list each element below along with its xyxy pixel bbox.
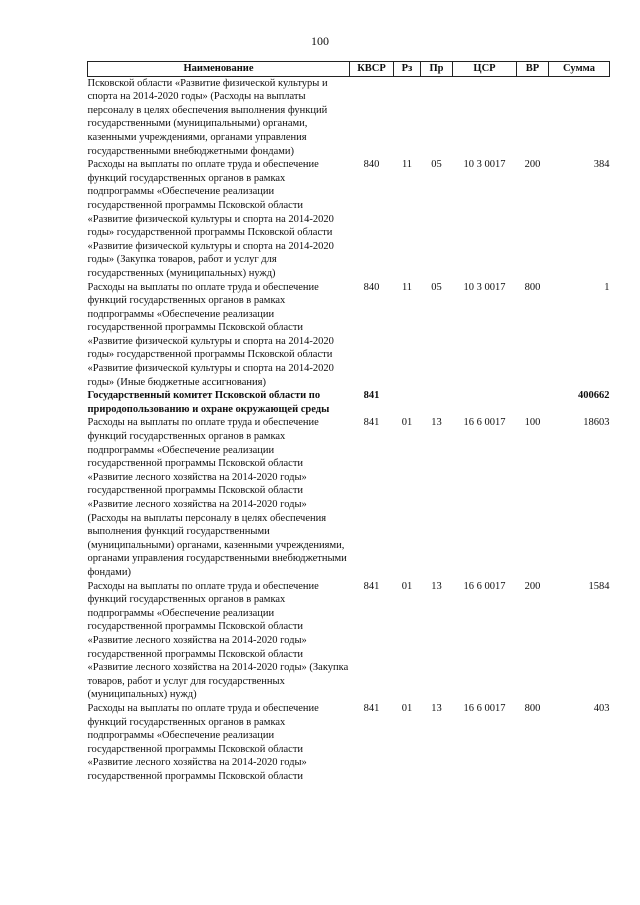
cell-csr: 10 3 0017 bbox=[463, 281, 506, 293]
cell-rz bbox=[394, 76, 421, 158]
table-header-row bbox=[88, 62, 610, 77]
cell-csr: 16 6 0017 bbox=[463, 702, 506, 714]
cell-name: Псковской области «Развитие физической культуры и спорта на 2014-2020 годы» (Расходы на выплаты персоналу в целях обеспечения выполнения функций государственными (муниципальными) органами, казенными учреждениями, органами управления государственными внебюджетными фондами) bbox=[87, 77, 328, 157]
cell-sum: 400662 bbox=[578, 390, 610, 402]
budget-table bbox=[87, 61, 610, 783]
cell-pr: 13 bbox=[431, 580, 442, 592]
cell-name: Расходы на выплаты по оплате труда и обеспечение функций государственных органов в рамках подпрограммы «Обеспечение реализации государственной программы Псковской области «Развитие физической культуры и спорта на 2014-2020 годы» государственной программы Псковской области «Развитие физической культуры и спорта на 2014-2020 годы» (Закупка товаров, работ и услуг для государственных (муниципальных) нужд) bbox=[87, 159, 334, 279]
header-csr: ЦСР bbox=[453, 62, 517, 77]
table-row bbox=[88, 158, 610, 280]
cell-rz: 11 bbox=[401, 159, 413, 171]
cell-pr bbox=[421, 389, 453, 416]
cell-vr: 800 bbox=[524, 281, 541, 293]
header-pr: Пр bbox=[421, 62, 453, 77]
cell-sum: 1584 bbox=[588, 580, 610, 592]
cell-kvsr: 841 bbox=[363, 702, 380, 714]
table-row bbox=[88, 416, 610, 579]
header-rz: Рз bbox=[394, 62, 421, 77]
cell-sum: 1 bbox=[604, 281, 610, 293]
cell-rz: 11 bbox=[401, 281, 413, 293]
cell-vr: 200 bbox=[524, 580, 541, 592]
cell-kvsr: 841 bbox=[363, 580, 380, 592]
header-sum: Сумма bbox=[549, 62, 610, 77]
cell-csr: 10 3 0017 bbox=[463, 159, 506, 171]
cell-rz bbox=[394, 389, 421, 416]
page-number: 100 bbox=[311, 34, 329, 48]
cell-vr bbox=[517, 76, 549, 158]
table-row bbox=[88, 702, 610, 784]
cell-sum: 403 bbox=[593, 702, 610, 714]
cell-rz: 01 bbox=[401, 580, 413, 592]
cell-vr bbox=[517, 389, 549, 416]
cell-csr bbox=[453, 76, 517, 158]
cell-name: Государственный комитет Псковской области по природопользованию и охране окружающей среды bbox=[87, 390, 330, 415]
cell-csr: 16 6 0017 bbox=[463, 580, 506, 592]
cell-kvsr: 841 bbox=[363, 390, 380, 402]
table-row bbox=[88, 281, 610, 390]
cell-sum: 384 bbox=[593, 159, 610, 171]
cell-rz: 01 bbox=[401, 702, 413, 714]
cell-pr: 05 bbox=[431, 281, 442, 293]
header-kvsr: КВСР bbox=[350, 62, 394, 77]
cell-vr: 800 bbox=[524, 702, 541, 714]
cell-csr: 16 6 0017 bbox=[463, 417, 506, 429]
table-row bbox=[88, 76, 610, 158]
cell-rz: 01 bbox=[401, 417, 413, 429]
cell-name: Расходы на выплаты по оплате труда и обеспечение функций государственных органов в рамках подпрограммы «Обеспечение реализации государственной программы Псковской области «Развитие физической культуры и спорта на 2014-2020 годы» государственной программы Псковской области «Развитие физической культуры и спорта на 2014-2020 годы» (Иные бюджетные ассигнования) bbox=[87, 281, 334, 388]
header-vr: ВР bbox=[517, 62, 549, 77]
cell-vr: 200 bbox=[524, 159, 541, 171]
table-row bbox=[88, 580, 610, 702]
cell-pr: 05 bbox=[431, 159, 442, 171]
cell-sum: 18603 bbox=[583, 417, 610, 429]
table-row bbox=[88, 389, 610, 416]
cell-sum bbox=[549, 76, 610, 158]
cell-pr: 13 bbox=[431, 702, 442, 714]
cell-name: Расходы на выплаты по оплате труда и обеспечение функций государственных органов в рамках подпрограммы «Обеспечение реализации государственной программы Псковской области «Развитие лесного хозяйства на 2014-2020 годы» государственной программы Псковской области «Развитие лесного хозяйства на 2014-2020 годы» (Расходы на выплаты персоналу в целях обеспечения выполнения функций государственными (муниципальными) органами, казенными учреждениями, органами управления государственными внебюджетными фондами) bbox=[87, 417, 347, 578]
cell-csr bbox=[453, 389, 517, 416]
cell-kvsr: 840 bbox=[363, 159, 380, 171]
header-name: Наименование bbox=[88, 62, 350, 77]
cell-name: Расходы на выплаты по оплате труда и обеспечение функций государственных органов в рамках подпрограммы «Обеспечение реализации государственной программы Псковской области «Развитие лесного хозяйства на 2014-2020 годы» государственной программы Псковской области bbox=[87, 702, 319, 782]
cell-pr: 13 bbox=[431, 417, 442, 429]
cell-kvsr: 841 bbox=[363, 417, 380, 429]
cell-name: Расходы на выплаты по оплате труда и обеспечение функций государственных органов в рамках подпрограммы «Обеспечение реализации государственной программы Псковской области «Развитие лесного хозяйства на 2014-2020 годы» государственной программы Псковской области «Развитие лесного хозяйства на 2014-2020 годы» (Закупка товаров, работ и услуг для государственных (муниципальных) нужд) bbox=[87, 580, 349, 701]
cell-kvsr: 840 bbox=[363, 281, 380, 293]
cell-vr: 100 bbox=[524, 417, 541, 429]
cell-kvsr bbox=[350, 76, 394, 158]
cell-pr bbox=[421, 76, 453, 158]
